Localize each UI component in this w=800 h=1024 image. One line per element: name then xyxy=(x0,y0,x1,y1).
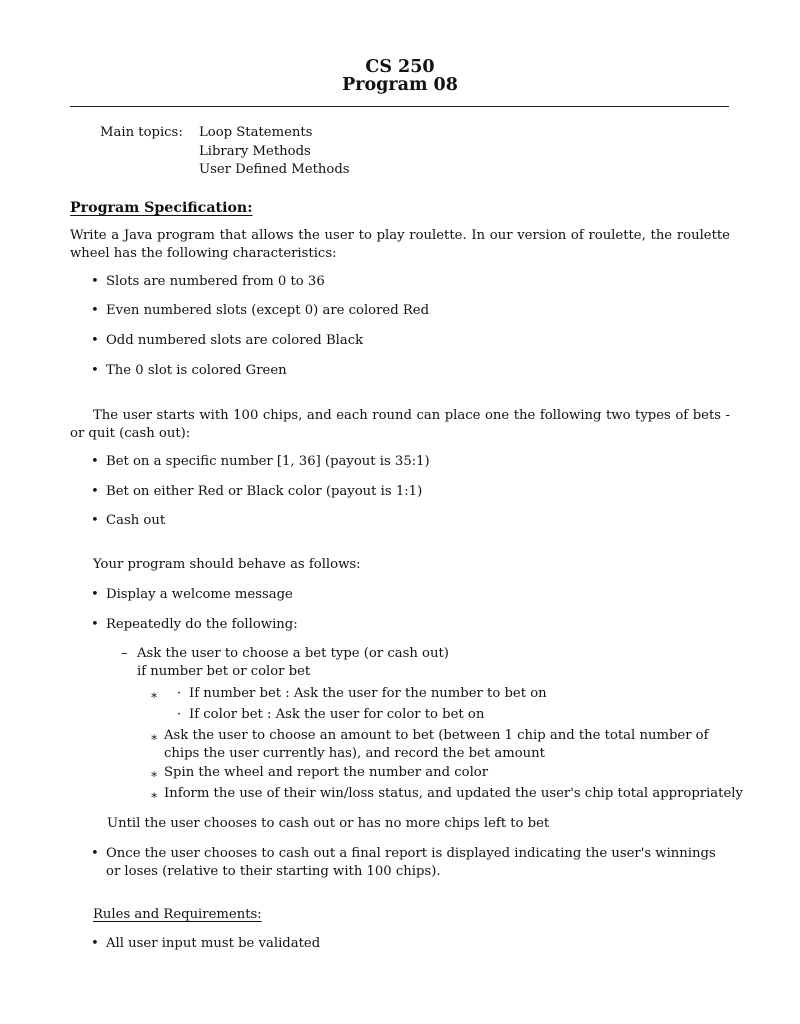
wheel-item: The 0 slot is colored Green xyxy=(106,363,287,378)
wheel-item: Odd numbered slots are colored Black xyxy=(106,333,364,348)
until-line: Until the user chooses to cash out or has no more chips left to bet xyxy=(107,816,550,831)
main-topics-label: Main topics: xyxy=(100,125,183,140)
color-bet-step: If color bet : Ask the user for color to bet on xyxy=(189,707,485,722)
wheel-item: Even numbered slots (except 0) are colored Red xyxy=(106,303,430,318)
choose-bet-type-line: Ask the user to choose a bet type (or cash out) xyxy=(137,646,449,661)
bet-item: Cash out xyxy=(106,513,166,528)
number-bet-step: If number bet : Ask the user for the number to bet on xyxy=(189,686,547,701)
bullet-icon: • xyxy=(91,303,99,318)
bet-item: Bet on either Red or Black color (payout is 1:1) xyxy=(106,484,423,499)
topic-item: Library Methods xyxy=(199,144,311,159)
bullet-icon: • xyxy=(91,333,99,348)
bullet-icon: • xyxy=(91,513,99,528)
bullet-icon: • xyxy=(91,484,99,499)
asterisk-icon: ∗ xyxy=(150,730,159,744)
bullet-icon: • xyxy=(91,936,99,951)
rule-item: All user input must be validated xyxy=(106,936,321,951)
middot-icon: · xyxy=(177,707,182,722)
final-report-item: Once the user chooses to cash out a final report is displayed indicating the user's winnings or loses (relative to their starting with 100 chips). xyxy=(106,846,716,879)
bullet-icon: • xyxy=(91,454,99,469)
program-title: Program 08 xyxy=(342,75,458,95)
bets-intro-paragraph: The user starts with 100 chips, and each round can place one the following two types of bets - or quit (cash out): xyxy=(70,408,730,441)
bullet-icon: • xyxy=(91,274,99,289)
bet-kind-line: if number bet or color bet xyxy=(137,664,311,679)
rules-heading: Rules and Requirements: xyxy=(93,907,262,922)
spin-step: Spin the wheel and report the number and color xyxy=(164,765,489,780)
bullet-icon: • xyxy=(91,617,99,632)
behave-welcome: Display a welcome message xyxy=(106,587,293,602)
header-rule xyxy=(70,106,729,107)
program-specification-heading: Program Specification: xyxy=(70,200,253,216)
asterisk-icon: ∗ xyxy=(150,788,159,802)
behave-intro: Your program should behave as follows: xyxy=(93,557,361,572)
course-title: CS 250 xyxy=(365,57,435,77)
spec-intro-paragraph: Write a Java program that allows the user to play roulette. In our version of roulette, the roulette wheel has the following characteristics: xyxy=(70,228,730,261)
dash-icon: – xyxy=(121,646,128,661)
inform-step: Inform the use of their win/loss status, and updated the user's chip total appropriately xyxy=(164,786,743,801)
behave-repeat: Repeatedly do the following: xyxy=(106,617,298,632)
amount-step: Ask the user to choose an amount to bet (between 1 chip and the total number of chips the user currently has), and record the bet amount xyxy=(164,728,709,761)
bullet-icon: • xyxy=(91,846,99,861)
bullet-icon: • xyxy=(91,587,99,602)
topic-item: User Defined Methods xyxy=(199,162,350,177)
wheel-item: Slots are numbered from 0 to 36 xyxy=(106,274,325,289)
asterisk-icon: ∗ xyxy=(150,767,159,781)
topic-item: Loop Statements xyxy=(199,125,313,140)
asterisk-icon: ∗ xyxy=(150,688,159,702)
middot-icon: · xyxy=(177,686,182,701)
bullet-icon: • xyxy=(91,363,99,378)
bet-item: Bet on a specific number [1, 36] (payout is 35:1) xyxy=(106,454,430,469)
